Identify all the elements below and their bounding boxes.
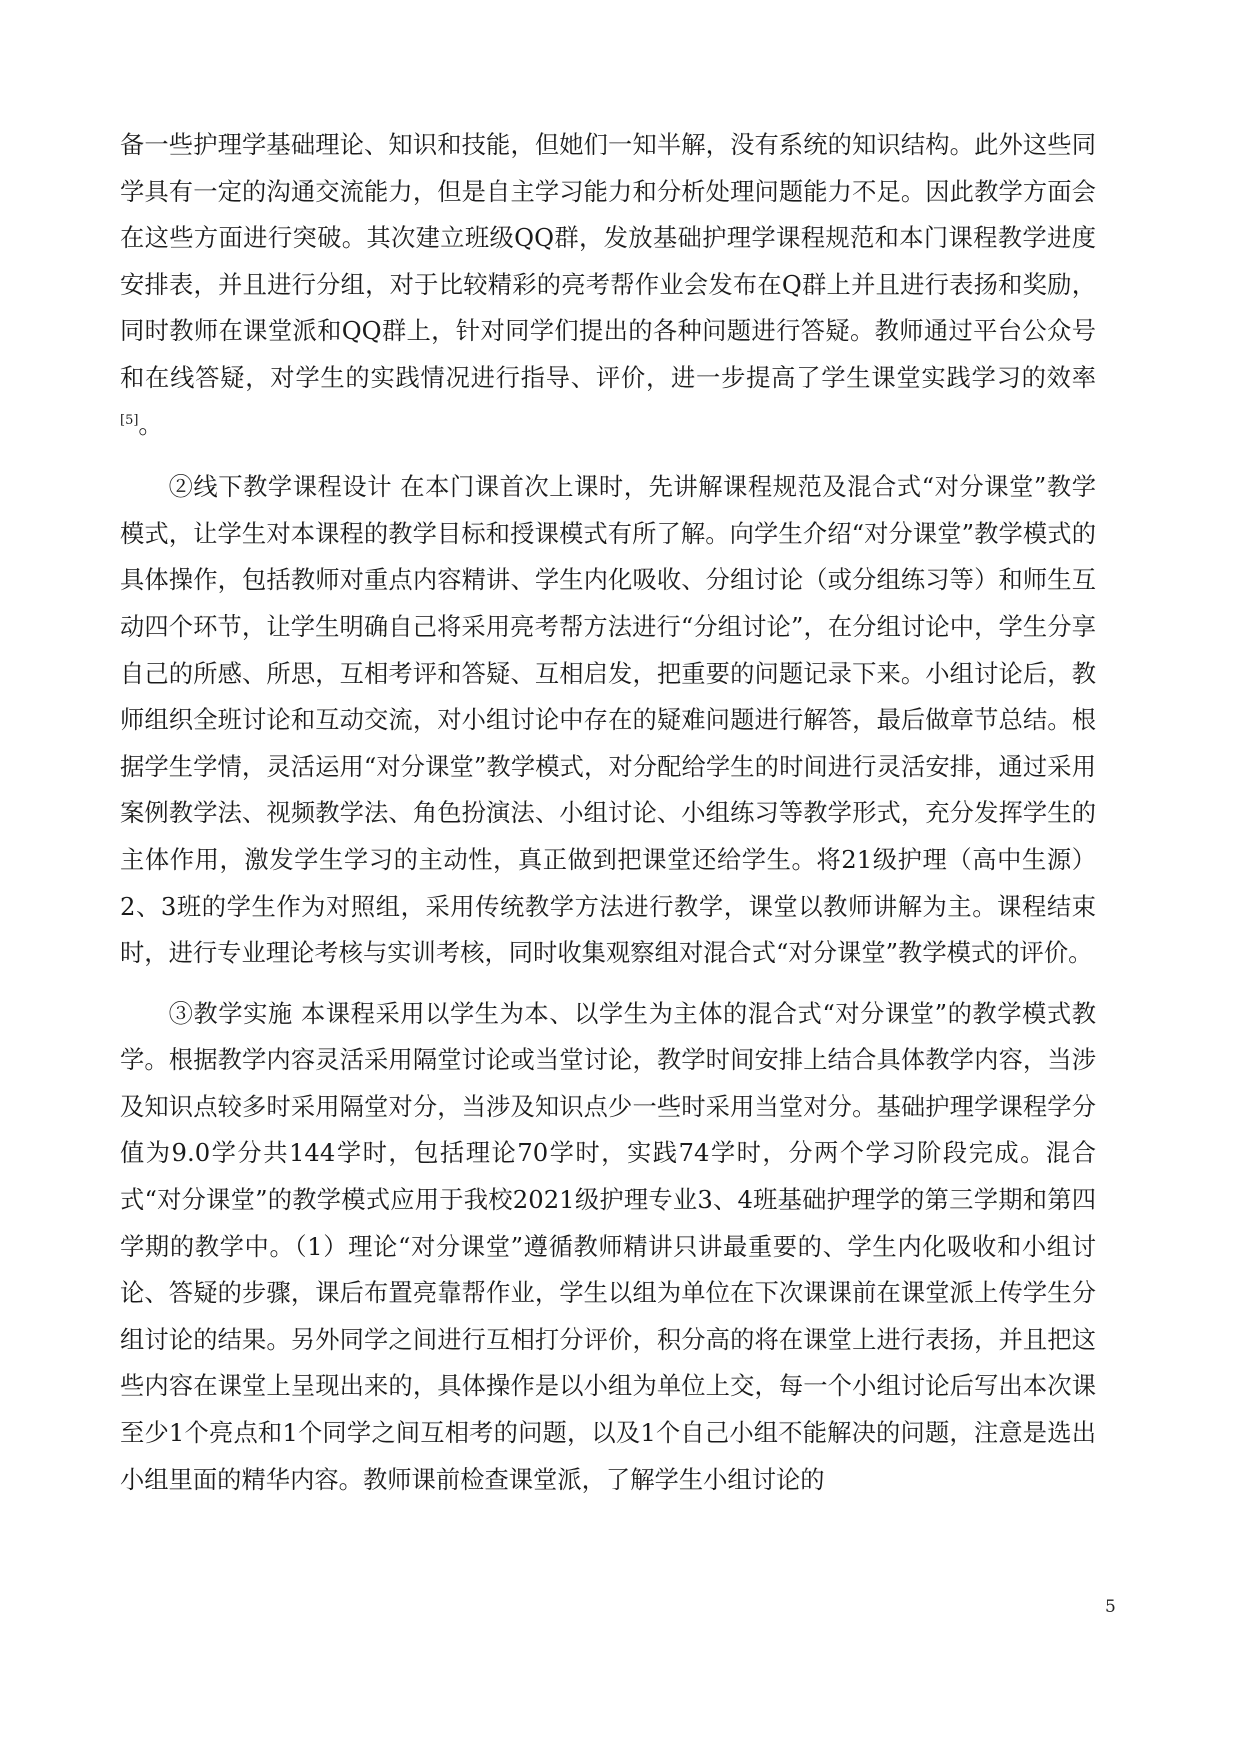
page-number: 5 [1105, 1597, 1116, 1617]
paragraph-tail: 。 [138, 409, 163, 439]
paragraph-text: 备一些护理学基础理论、知识和技能，但她们一知半解，没有系统的知识结构。此外这些同学具有一定的沟通交流能力，但是自主学习能力和分析处理问题能力不足。因此教学方面会在这些方面进行突破。其次建立班级QQ群，发放基础护理学课程规范和本门课程教学进度安排表，并且进行分组，对于比较精彩的亮考帮作业会发布在Q群上并且进行表扬和奖励，同时教师在课堂派和QQ群上，针对同学们提出的各种问题进行答疑。教师通过平台公众号和在线答疑，对学生的实践情况进行指导、评价，进一步提高了学生课堂实践学习的效率 [120, 130, 1096, 392]
paragraph-offline-course-design [120, 464, 1096, 977]
body-text [120, 122, 1096, 1503]
paragraph-text: ③教学实施 本课程采用以学生为本、以学生为主体的混合式“对分课堂”的教学模式教学。根据教学内容灵活采用隔堂讨论或当堂讨论，教学时间安排上结合具体教学内容，当涉及知识点较多时采用隔堂对分，当涉及知识点少一些时采用当堂对分。基础护理学课程学分值为9.0学分共144学时，包括理论70学时，实践74学时，分两个学习阶段完成。混合式“对分课堂”的教学模式应用于我校2021级护理专业3、4班基础护理学的第三学期和第四学期的教学中。（1）理论“对分课堂”遵循教师精讲只讲最重要的、学生内化吸收和小组讨论、答疑的步骤，课后布置亮靠帮作业，学生以组为单位在下次课课前在课堂派上传学生分组讨论的结果。另外同学之间进行互相打分评价，积分高的将在课堂上进行表扬，并且把这些内容在课堂上呈现出来的，具体操作是以小组为单位上交，每一个小组讨论后写出本次课至少1个亮点和1个同学之间互相考的问题，以及1个自己小组不能解决的问题，注意是选出小组里面的精华内容。教师课前检查课堂派，了解学生小组讨论的 [120, 998, 1096, 1494]
citation-reference: [5] [120, 412, 139, 428]
paragraph-teaching-implementation [120, 991, 1096, 1504]
paragraph-continuation [120, 122, 1096, 448]
paragraph-text: ②线下教学课程设计 在本门课首次上课时，先讲解课程规范及混合式“对分课堂”教学模式，让学生对本课程的教学目标和授课模式有所了解。向学生介绍“对分课堂”教学模式的具体操作，包括教师对重点内容精讲、学生内化吸收、分组讨论（或分组练习等）和师生互动四个环节，让学生明确自己将采用亮考帮方法进行“分组讨论”，在分组讨论中，学生分享自己的所感、所思，互相考评和答疑、互相启发，把重要的问题记录下来。小组讨论后，教师组织全班讨论和互动交流，对小组讨论中存在的疑难问题进行解答，最后做章节总结。根据学生学情，灵活运用“对分课堂”教学模式，对分配给学生的时间进行灵活安排，通过采用案例教学法、视频教学法、角色扮演法、小组讨论、小组练习等教学形式，充分发挥学生的主体作用，激发学生学习的主动性，真正做到把课堂还给学生。将21级护理（高中生源）2、3班的学生作为对照组，采用传统教学方法进行教学，课堂以教师讲解为主。课程结束时，进行专业理论考核与实训考核，同时收集观察组对混合式“对分课堂”教学模式的评价。 [120, 472, 1096, 968]
